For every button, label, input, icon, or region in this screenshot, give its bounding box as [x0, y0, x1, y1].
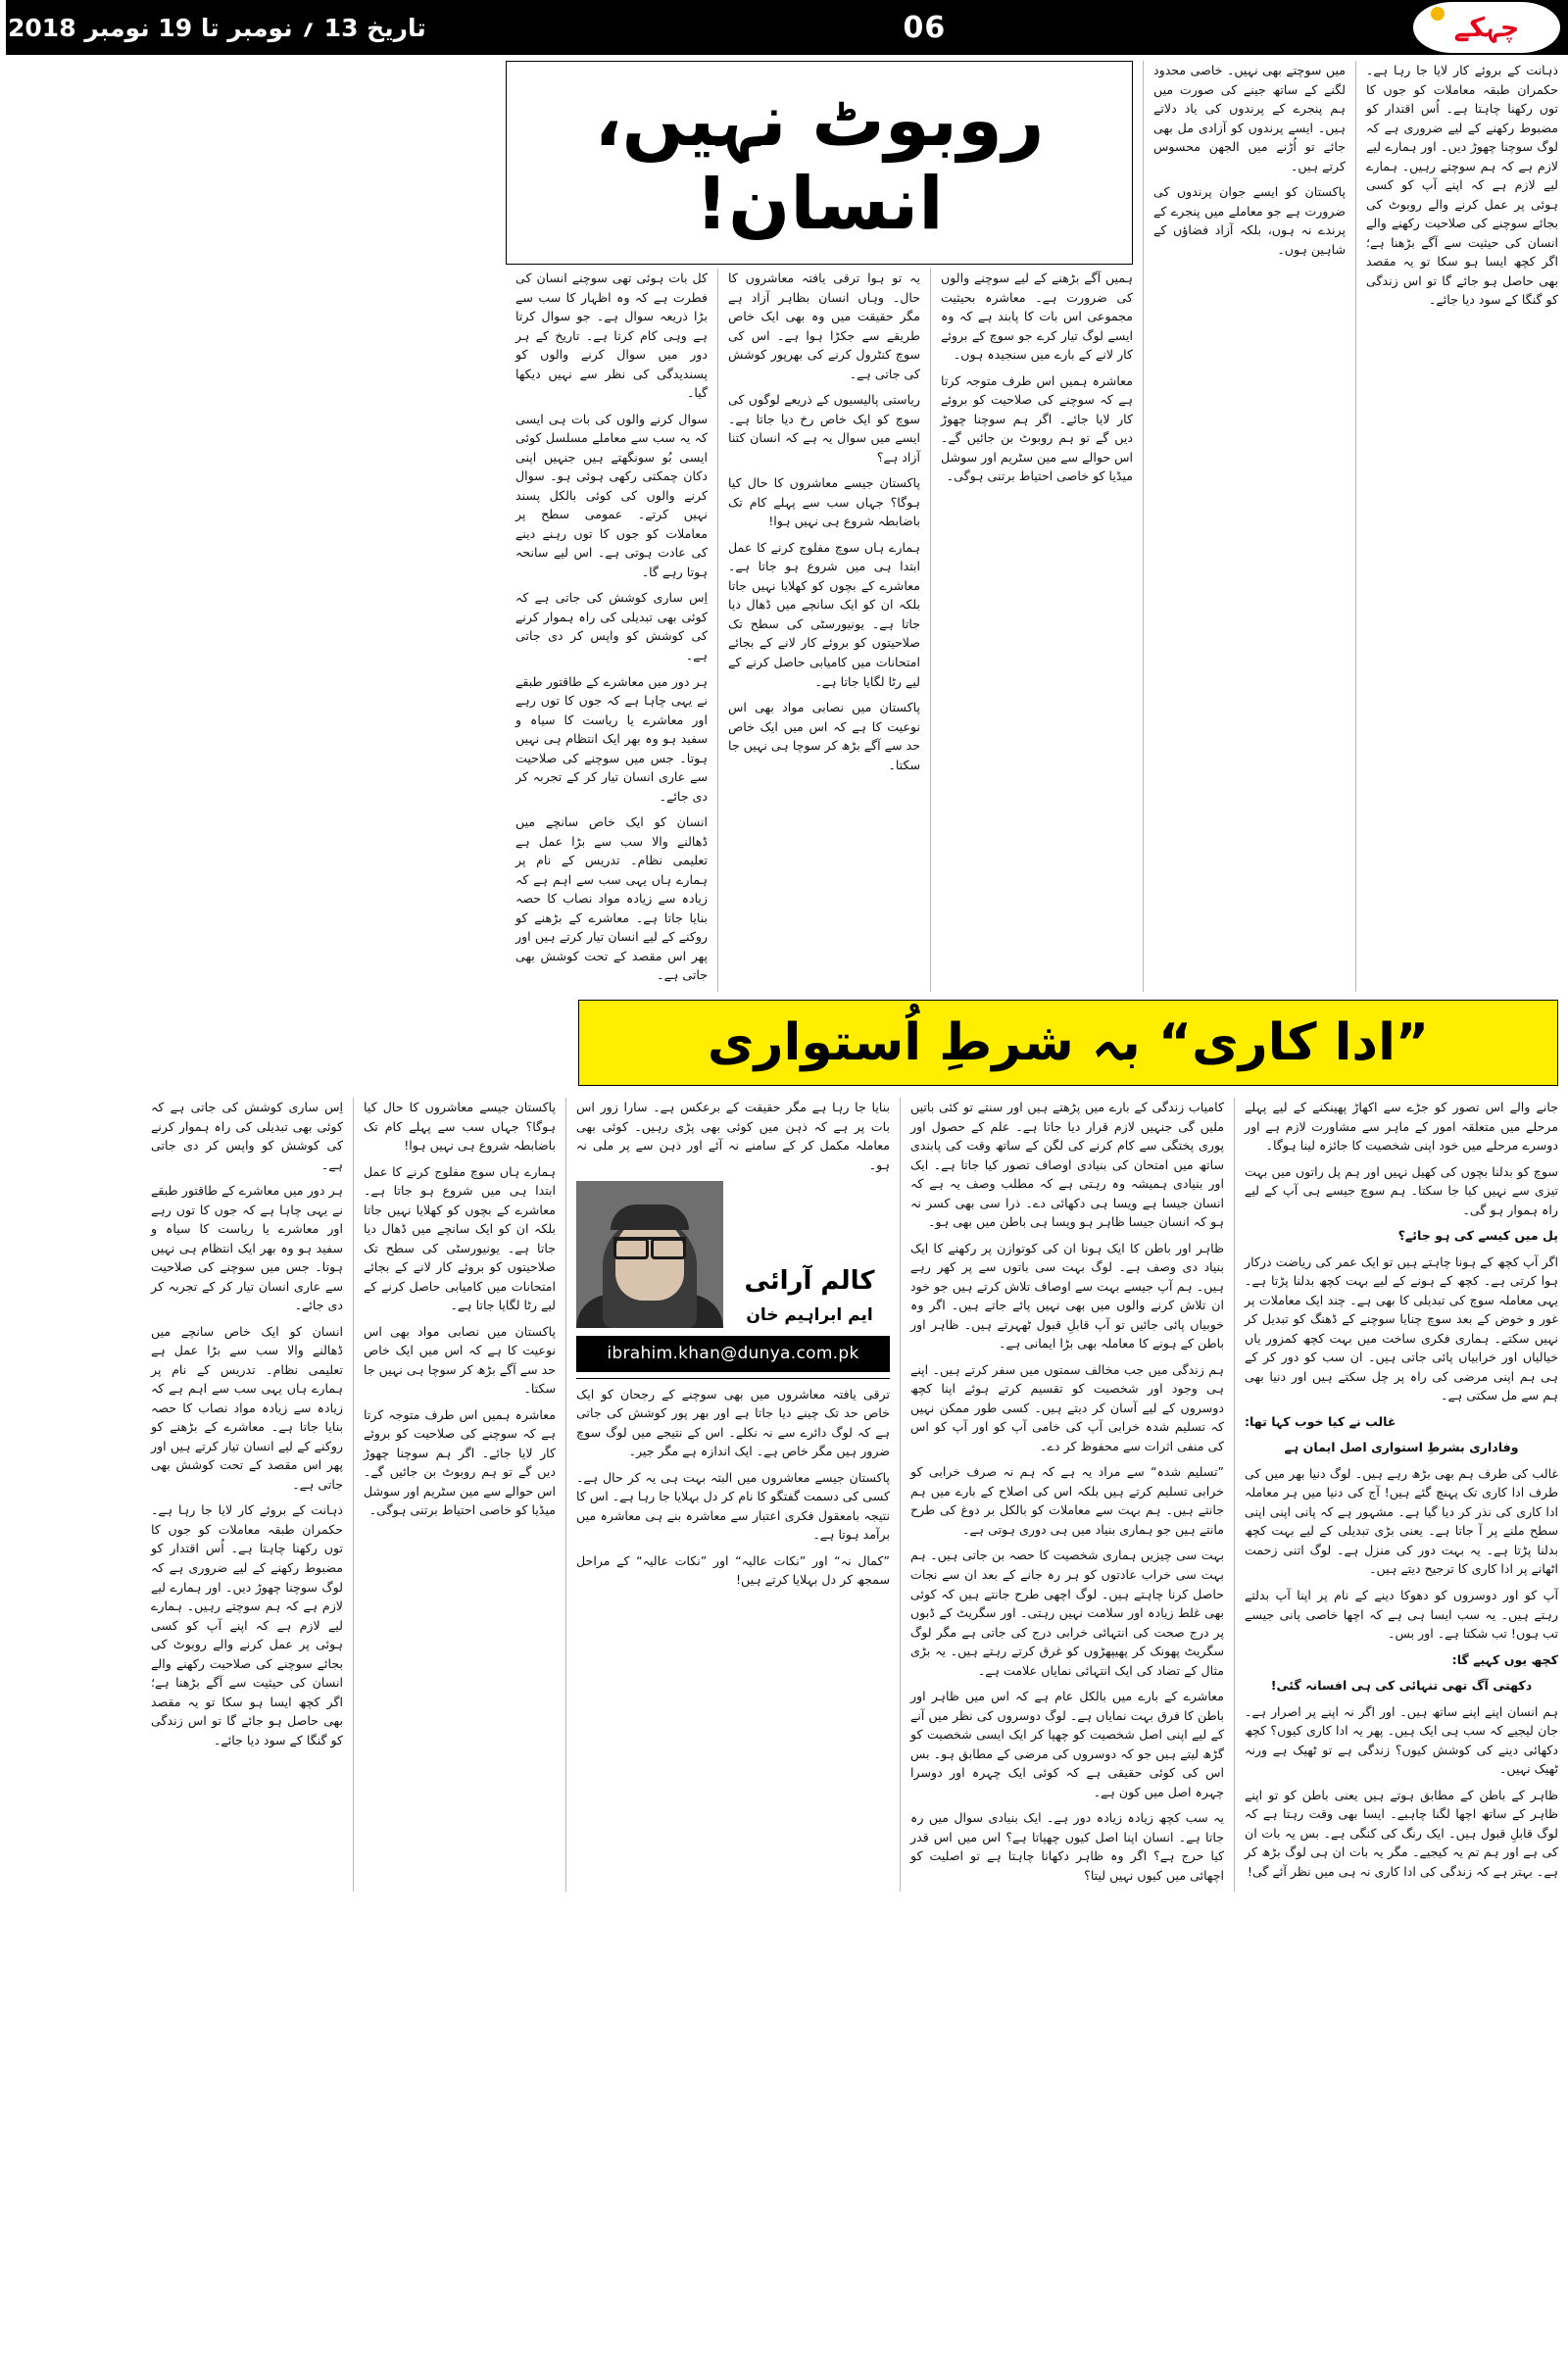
masthead [0, 0, 1568, 55]
photo-hair [611, 1205, 689, 1230]
paragraph: ”تسلیم شدہ“ سے مراد یہ ہے کہ ہم نہ صرف خرابی کو خرابی تسلیم کرتے ہیں بلکہ اس کی اصلاح کے بارے میں ہم جانتے ہیں۔ ہم بہت سے معاملات کو بالکل بر دوغ کی طرح مانتے ہیں جو ہماری بنیاد میں ہی دوری ہوتی ہے۔ [910, 1464, 1224, 1537]
lower-column-4 [364, 1098, 556, 1527]
paragraph: پاکستان میں نصابی مواد بھی اس نوعیت کا ہے کہ اس میں ایک خاص حد سے آگے بڑھ کر سوچا ہی نہیں جا سکتا۔ [728, 700, 920, 772]
column-divider [565, 1098, 566, 1892]
paragraph: سوچ کو بدلنا بچوں کی کھیل نہیں اور ہم پل راتوں میں بہت تیزی سے نہیں کیا جا سکتا۔ ہم سوچ جیسے ہی آپ کے لیے راہ ہموار ہو گی۔ [1245, 1163, 1558, 1217]
top-column-2 [728, 269, 920, 992]
lower-column-5 [151, 1098, 343, 1756]
paragraph: جانے والے اس تصور کو جڑے سے اکھاڑ پھینکنے کے لیے پہلے مرحلے میں متعلقہ امور کے ماہر سے مشاورت لازم ہے اور دوسرے مرحلے میں خود اپنی شخصیت کا جائزہ لینا ہوگا۔ [1245, 1100, 1558, 1154]
paragraph: سوال کرنے والوں کی بات ہی ایسی کہ یہ سب سے معاملے مسلسل کوئی ایسی بُو سونگھتے ہیں جنہیں اپنی دکان چمکتی رکھی ہوئی ہو۔ سوال کرنے والوں کی کوئی بالکل پسند نہیں کرتے۔ عمومی سطح پر معاملات کو جوں کا توں رہنے دینے کی عادت ہوتی ہے۔ اس لیے سانحہ ہوتا رہے گا۔ [515, 411, 708, 579]
lower-column-2 [910, 1098, 1224, 1892]
paragraph: ہمیں آگے بڑھنے کے لیے سوچنے والوں کی ضرورت ہے۔ معاشرہ بحیثیت مجموعی اس بات کا پابند ہے کہ وہ ایسے لوگ تیار کرے جو سوچ کے بروئے کار لانے کے بارے میں سنجیدہ ہوں۔ [941, 270, 1133, 363]
author-email[interactable]: ibrahim.khan@dunya.com.pk [576, 1336, 890, 1371]
paragraph: بنایا جا رہا ہے مگر حقیقت کے برعکس ہے۔ سارا زور اس بات پر ہے کہ ذہن میں کوئی بھی پڑی رہیں۔ کوئی بھی معاملہ مکمل کر کے سامنے نہ آئے اور ذہن سے پر ملی نہ ہو۔ [576, 1100, 890, 1172]
paragraph: ہر دور میں معاشرے کے طاقتور طبقے نے یہی چاہا ہے کہ جوں کا توں رہے اور معاشرے یا ریاست کا سیاہ و سفید ہو وہ بھر ایک انتظام ہی نہیں ہوتا۔ جس میں سوچنے کی صلاحیت سے عاری انسان تیار کر کے تجربہ کر دی جائے۔ [151, 1183, 343, 1313]
photo-face [615, 1218, 684, 1301]
top-column-1 [515, 269, 708, 992]
paragraph: کل بات ہوئی تھی سوچنے انسان کی فطرت ہے کہ وہ اظہار کا سب سے بڑا ذریعہ سوال ہے۔ جو سوال کرتا ہے وہی کام کرتا ہے۔ تاریخ کے ہر دور میں سوال کرنے والوں کو پسندیدگی کی نظر سے نہیں دیکھا گیا۔ [515, 270, 708, 401]
paragraph: بہت سی چیزیں ہماری شخصیت کا حصہ بن جاتی ہیں۔ ہم بہت سی خراب عادتوں کو ہر رہ جانے کے بعد ان سے نجات حاصل کرنا چاہتے ہیں۔ لوگ اچھی طرح جانتے ہیں کہ کوئی بھی غلط زیادہ اور سلامت نہیں رہتی۔ اور سگریٹ کے ڈبوں پر درج صحت کی انتہائی خرابی درج کی جاتی ہے مگر لوگ سگریٹ پھونک کر پھیپھڑوں کو غرق کرتے رہتے ہیں۔ یہ بڑی مثال کے تضاد کی ایک انتہائی نمایاں علامت ہے۔ [910, 1548, 1224, 1678]
paragraph: کچھ یوں کہیے گا: [1451, 1651, 1558, 1667]
paragraph: ہمارے ہاں سوچ مفلوج کرنے کا عمل ابتدا ہی میں شروع ہو جاتا ہے۔ معاشرے کے بچوں کو کھلایا نہیں جاتا بلکہ ان کو ایک سانچے میں ڈھال دیا جاتا ہے۔ یونیورسٹی کی سطح تک صلاحیتوں کو بروئے کار لانے کے بجائے امتحانات میں کامیابی حاصل کرنے کے لیے رٹا لگایا جاتا ہے۔ [728, 539, 920, 689]
paragraph: معاشرہ ہمیں اس طرف متوجہ کرتا ہے کہ سوچنے کی صلاحیت کو بروئے کار لایا جائے۔ اگر ہم سوچنا چھوڑ دیں گے تو ہم روبوٹ بن جائیں گے۔ اس حوالے سے مین سٹریم اور سوشل میڈیا کو خاصی احتیاط برتنی ہوگی۔ [364, 1406, 556, 1518]
paragraph: اِس ساری کوشش کی جاتی ہے کہ کوئی بھی تبدیلی کی راہ ہموار کرنے کی کوشش کو واپس کر دی جاتی ہے۔ [515, 590, 708, 663]
top-column-5 [1366, 61, 1558, 317]
paragraph: آپ کو اور دوسروں کو دھوکا دینے کے نام پر اپنا آپ بدلتے رہتے ہیں۔ یہ سب ایسا ہی ہے کہ اچھا خاصی پانی جیسے تب ہوں! تب شکتا ہے۔ اور بس۔ [1245, 1588, 1558, 1642]
paragraph: معاشرہ ہمیں اس طرف متوجہ کرتا ہے کہ سوچنے کی صلاحیت کو بروئے کار لایا جائے۔ اگر ہم سوچنا چھوڑ دیں گے تو ہم روبوٹ بن جائیں گے۔ اس حوالے سے مین سٹریم اور سوشل میڈیا کو خاصی احتیاط برتنی ہوگی۔ [941, 372, 1133, 484]
masthead-left-rule [0, 0, 6, 55]
page-title: روبوٹ نہیں، انسان! [594, 78, 1045, 247]
author-meta [729, 1266, 890, 1329]
brand-dot-icon [1431, 7, 1445, 21]
column-divider [353, 1098, 354, 1892]
column-divider [1355, 61, 1356, 992]
verse-line: وفاداری بشرطِ استواری اصل ایمان ہے [1284, 1440, 1519, 1455]
paragraph: پاکستان جیسے معاشروں کا حال کیا ہوگا؟ جہاں سب سے پہلے کام تک باضابطہ شروع ہی نہیں ہوا! [728, 475, 920, 529]
paragraph: پاکستان کو ایسے جوان پرندوں کی ضرورت ہے جو معاملے میں پنجرے کے پرندے نہ ہوں، بلکہ آزاد فضاؤں کے شاہین ہوں۔ [1153, 184, 1346, 257]
top-column-4 [1153, 61, 1346, 266]
paragraph: ہم انسان اپنے اپنے ساتھ ہیں۔ اور اگر نہ اپنے پر اصرار ہے۔ جان لیجیے کہ سب ہی ایک ہیں۔ پھر یہ ادا کاری کیوں؟ کچھ دکھائی دینے کی کوشش کیوں؟ زندگی ہے تو ٹھیک ہے ورنہ ٹھیک نہیں۔ [1245, 1703, 1558, 1777]
paragraph: ہم زندگی میں جب مخالف سمتوں میں سفر کرتے ہیں۔ اپنے ہی وجود اور شخصیت کو تقسیم کرتے ہوئے اپنا کچھ دوسروں کے لیے آسان کر دیتے ہیں۔ کسی طور ممکن نہیں کہ تسلیم شدہ خرابی آپ کی خامی آپ کو اور آپ کو اس کی منفی اثرات سے محفوظ کر دے۔ [910, 1361, 1224, 1453]
paragraph: پاکستان جیسے معاشروں میں البتہ بہت ہی یہ کر حال ہے۔ کسی کی دسمت گفتگو کا نام کر دل بہلایا جا رہا ہے۔ اس کا نتیجہ بامعقول فکری اعتبار سے معاشرہ بنے ہی معاشرہ میں برآمد ہوتا ہے۔ [576, 1469, 890, 1543]
paragraph: اِس ساری کوشش کی جاتی ہے کہ کوئی بھی تبدیلی کی راہ ہموار کرنے کی کوشش کو واپس کر دی جاتی ہے۔ [151, 1100, 343, 1172]
column-divider [1234, 1098, 1235, 1892]
brand-logo [1413, 2, 1560, 53]
paragraph: ہر دور میں معاشرے کے طاقتور طبقے نے یہی چاہا ہے کہ جوں کا توں رہے اور معاشرے یا ریاست کا سیاہ و سفید ہو وہ بھر ایک انتظام ہی نہیں ہوتا۔ جس میں سوچنے کی صلاحیت سے عاری انسان تیار کر کے تجربہ کر دی جائے۔ [515, 673, 708, 804]
author-photo [576, 1181, 723, 1328]
divider [576, 1378, 890, 1379]
paragraph: پاکستان جیسے معاشروں کا حال کیا ہوگا؟ جہاں سب سے پہلے کام تک باضابطہ شروع ہی نہیں ہوا! [364, 1100, 556, 1154]
author-name: ایم ابراہیم خان [746, 1304, 873, 1325]
column-divider [1143, 61, 1144, 992]
paragraph: ترقی یافتہ معاشروں میں بھی سوچنے کے رجحان کو ایک خاص حد تک چینے دیا جاتا ہے اور بھر پور کوشش کی جاتی ہے کہ لوگ دائرے سے نہ نکلے۔ اس کے نتیجے میں لوگ سوچ ضرور ہیں مگر خاص ہے۔ ایک اندازہ ہے مگر جیر۔ [576, 1386, 890, 1459]
verse-line: دکھتی آگ تھی تنہائی کی ہی افسانہ گئی! [1270, 1678, 1533, 1694]
paragraph: انسان کو ایک خاص سانچے میں ڈھالنے والا سب سے بڑا عمل ہے تعلیمی نظام۔ تدریس کے نام پر ہمارے ہاں یہی سب سے اہم ہے کہ زیادہ سے زیادہ مواد نصاب کا حصہ بنایا جاتا ہے۔ معاشرے کے بڑھنے کو روکنے کے لیے انسان تیار کرتے ہیں اور پھر اس مقصد کے تحت کوشش بھی جاتی ہے۔ [151, 1323, 343, 1492]
paragraph: اگر آپ کچھ کے ہونا چاہتے ہیں تو ایک عمر کی ریاضت درکار ہوا کرتی ہے۔ کچھ کے ہونے کے لیے بہت کچھ بدلنا پڑتا ہے۔ یہی معاملہ سوچ کی تبدیلی کا بھی ہے۔ چند ایک معاملات پر غور و خوض کے بعد سوچ چنایا سوچنے کے ڈھنگ کو تبدیل کر نہیں سکتے۔ ہماری فکری ساخت میں بہت کچھ کمزور یاں خیالیاں اور خرابیاں پائی جاتی ہیں۔ ان سب کو دور کر کے ہی ہم اپنی مرضی کی راہ پر چل سکتے ہیں اور دنیا بھی ہم سے مل سکتی ہے۔ [1245, 1254, 1558, 1403]
column-divider [900, 1098, 901, 1892]
paragraph: میں سوچتے بھی نہیں۔ خاصی محدود لگنے کے ساتھ جینے کی صورت میں ہم پنجرے کے پرندوں کی یاد دلاتے ہیں۔ ایسے پرندوں کو آزادی مل بھی جائے تو اُڑنے میں الجھن محسوس کرتے ہیں۔ [1153, 63, 1346, 173]
paragraph: ظاہر کے باطن کے مطابق ہوتے ہیں یعنی باطن کو تو اپنے ظاہر کے ساتھ اچھا لگنا چاہیے۔ ایسا بھی وقت رہتا ہے کہ لوگ قابلِ قبول ہیں۔ ایک رنگ کی کنگی ہے۔ بس یہ بات ان کی ہے اور ہم تم یہ کیجیے۔ مگر یہ بات ان ہی لوگ بڑھ کر ہے۔ بہتر ہے کہ زندگی کی ادا کاری نہ ہی میں نظر آئے گی! [1245, 1787, 1558, 1879]
page-content [0, 55, 1568, 1892]
lower-column-1 [1245, 1098, 1558, 1888]
top-column-3 [941, 269, 1133, 992]
paragraph: ذہانت کے بروئے کار لایا جا رہا ہے۔ حکمران طبقہ معاملات کو جوں کا توں رکھنا چاہتا ہے۔ اُس اقتدار کو مضبوط رکھنے کے لیے ضروری ہے کہ لوگ سوچنا چھوڑ دیں۔ اور ہمارے لیے لازم ہے کہ ہم سوچتے رہیں۔ ہمارے لیے لازم ہے کہ اپنے آپ کو کسی ہوئی پر عمل کرنے والے روبوٹ کی بجائے سوچنے کی صلاحیت رکھنے والے انسان کی حیثیت سے آگے بڑھنا ہے؛ اگر کچھ ایسا ہو سکا تو یہ مقصد بھی حاصل ہو جائے گا تو اس زندگی کو گنگا کے سود دیا جائے۔ [1366, 63, 1558, 308]
paragraph: انسان کو ایک خاص سانچے میں ڈھالنے والا سب سے بڑا عمل ہے تعلیمی نظام۔ تدریس کے نام پر ہمارے ہاں یہی سب سے اہم ہے کہ زیادہ سے زیادہ مواد نصاب کا حصہ بنایا جاتا ہے۔ معاشرے کے بڑھنے کو روکنے کے لیے انسان تیار کرتے ہیں اور پھر اس مقصد کے تحت کوشش بھی جاتی ہے۔ [515, 814, 708, 983]
paragraph: ظاہر اور باطن کا ایک ہونا ان کی کوتوازن پر رکھنے کا ایک بنیاد دی وصف ہے۔ لوگ بہت سی باتوں سے پر کھر رہے ہیں۔ ہم آپ جیسے بہت سے اوصاف تلاش کرتے ہیں جو خود ان تلاش کرنے والوں میں بھی نہیں پائے جاتے ہیں۔ اگر وہ خوبیاں پائی جائیں تو آپ قابلِ قبول ٹھہرتے ہیں۔ ظاہر اور باطن کے ہونے کا معاملہ بھی بڑا ایمانی ہے۔ [910, 1240, 1224, 1352]
paragraph: معاشرے کے بارے میں بالکل عام ہے کہ اس میں ظاہر اور باطن کا فرق بہت نمایاں ہے۔ لوگ دوسروں کی نظر میں آنے کے لیے اپنی اصل شخصیت کو چھپا کر ایک ایسی شخصیت کو گڑھ لیتے ہیں جو کہ دوسروں کی مرضی کے مطابق ہو۔ بس اس کی کوئی حقیقی ہے کہ کوئی ایک چہرہ اور دوسرا چہرہ اصل میں کون ہے۔ [910, 1689, 1224, 1799]
headline-box [506, 61, 1133, 265]
paragraph: کامیاب زندگی کے بارے میں پڑھتے ہیں اور سنتے تو کئی باتیں ملیں گی جنہیں لازم قرار دیا جاتا ہے۔ علم کے حصول اور پوری پختگی سے کام کرنے کی لگن کے ساتھ وقت کی پابندی ساتھ میں امتحان کی بنیادی اوصاف تصور کیا جاتا ہے۔ ایک اور بنیادی ہمیشہ وہ رہتی ہے کہ مطلب وصف یہ ہے کہ انسان جیسا ہے ویسا ہی دکھائی دے۔ ذرا سی بھی کسر نہ ہو کہ انسان جیسا ظاہر ہو ویسا ہی باطن میں بھی ہو۔ [910, 1100, 1224, 1230]
paragraph: ذہانت کے بروئے کار لایا جا رہا ہے۔ حکمران طبقہ معاملات کو جوں کا توں رکھنا چاہتا ہے۔ اُس اقتدار کو مضبوط رکھنے کے لیے ضروری ہے کہ لوگ سوچنا چھوڑ دیں۔ اور ہمارے لیے لازم ہے کہ ہم سوچتے رہیں۔ ہمارے لیے لازم ہے کہ اپنے آپ کو کسی ہوئی پر عمل کرنے والے روبوٹ کی بجائے سوچنے کی صلاحیت رکھنے والے انسان کی حیثیت سے آگے بڑھنا ہے؛ اگر کچھ ایسا ہو سکا تو یہ مقصد بھی حاصل ہو جائے گا تو اس زندگی کو گنگا کے سود دیا جائے۔ [151, 1502, 343, 1747]
lower-column-3 [576, 1098, 890, 1597]
paragraph: ”کمال نہ“ اور ”نکات عالیہ“ اور ”نکات عالیہ“ کے مراحل سمجھ کر دل بہلایا کرتے ہیں! [576, 1552, 890, 1588]
paragraph: یہ سب کچھ زیادہ زیادہ دور ہے۔ ایک بنیادی سوال میں رہ جاتا ہے۔ انسان اپنا اصل کیوں چھپاتا ہے؟ اس میں اس قدر کیا حرج ہے؟ اگر وہ ظاہر دکھانا چاہتا ہے تو اصلیت کو اچھائی میں کیوں نہیں لیتا؟ [910, 1810, 1224, 1883]
column-title: کالم آرائی [744, 1265, 875, 1296]
poet-attribution: غالب نے کیا خوب کہا تھا: [1245, 1413, 1396, 1429]
paragraph: پاکستان میں نصابی مواد بھی اس نوعیت کا ہے کہ اس میں ایک خاص حد سے آگے بڑھ کر سوچا ہی نہیں جا سکتا۔ [364, 1323, 556, 1397]
paragraph: غالب کی طرف ہم بھی بڑھ رہے ہیں۔ لوگ دنیا بھر میں کی طرف ادا کاری تک پہنچ گئے ہیں! آج کی دنیا میں ہر معاملہ ادا کاری کی نذر کر دیا گیا ہے۔ مشہور ہے کہ پانی اپنی اپنی سطح ملنے پر آ جاتا ہے۔ یعنی بڑی تبدیلی کے لیے بہت کچھ بدلنا پڑتا ہے۔ یہ بہت دور کی منزل ہے۔ لوگ اتنی زحمت اٹھانے پر ادا کاری کا ترجیح دیتے ہیں۔ [1245, 1465, 1558, 1577]
top-section [10, 61, 1558, 992]
secondary-headline: ”ادا کاری“ بہ شرطِ اُستواری [707, 1012, 1430, 1072]
paragraph: پل میں کیسے کی ہو جائے؟ [1397, 1228, 1558, 1244]
brand-name: چہکے [1453, 12, 1520, 43]
author-block [576, 1181, 890, 1328]
paragraph: ہمارے ہاں سوچ مفلوج کرنے کا عمل ابتدا ہی میں شروع ہو جاتا ہے۔ معاشرے کے بچوں کو کھلایا نہیں جاتا بلکہ ان کو ایک سانچے میں ڈھال دیا جاتا ہے۔ یونیورسٹی کی سطح تک صلاحیتوں کو بروئے کار لانے کے بجائے امتحانات میں کامیابی حاصل کرنے کے لیے رٹا لگایا جاتا ہے۔ [364, 1163, 556, 1313]
lead-article [10, 61, 1133, 992]
column-divider [717, 269, 718, 992]
issue-date: تاریخ 13 ؍ نومبر تا 19 نومبر 2018 [8, 13, 426, 42]
paragraph: ریاستی پالیسیوں کے ذریعے لوگوں کی سوچ کو ایک خاص رخ دیا جاتا ہے۔ ایسے میں سوال یہ ہے کہ انسان کتنا آزاد ہے؟ [728, 392, 920, 465]
glasses-icon [613, 1237, 686, 1255]
secondary-headline-band [578, 1000, 1558, 1086]
paragraph: یہ تو ہوا ترقی یافتہ معاشروں کا حال۔ وہاں انسان بظاہر آزاد ہے مگر حقیقت میں وہ بھی ایک خاص طریقے سے جکڑا ہوا ہے۔ اس کی سوچ کنٹرول کرنے کی بھرپور کوشش کی جاتی ہے۔ [728, 270, 920, 381]
column-divider [930, 269, 931, 992]
page-number: 06 [903, 10, 947, 45]
